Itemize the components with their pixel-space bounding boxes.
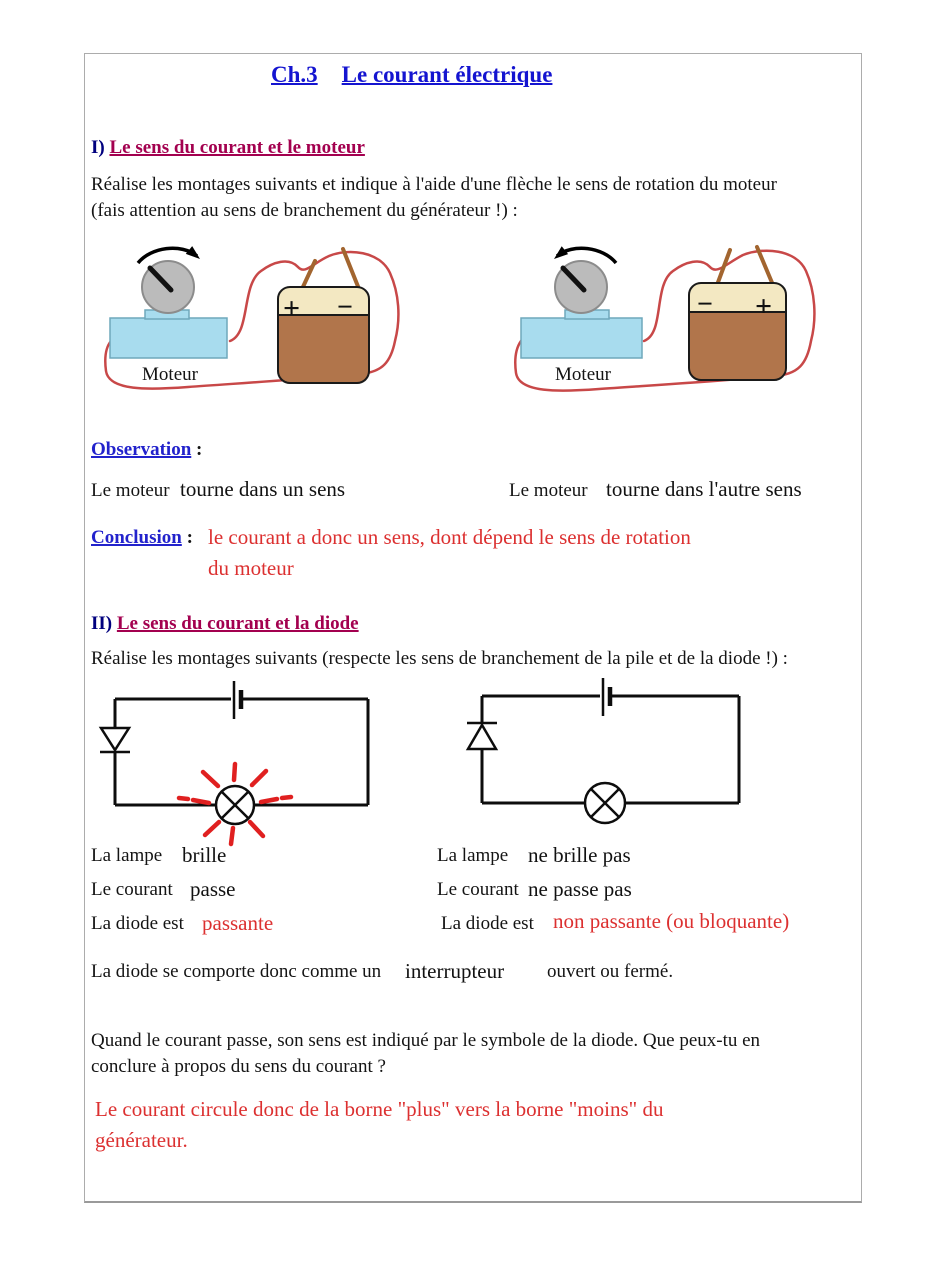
motor-battery-diagram-left [93,223,473,408]
final-answer-line1: Le courant circule donc de la borne "plus" vers la borne "moins" du [95,1097,664,1121]
behave-answer: interrupteur [405,959,505,983]
battery-terminal-wire [717,250,730,285]
conclusion-label: Conclusion [91,527,182,548]
obs-right-answer: tourne dans l'autre sens [606,477,802,501]
diode-right-prefix: La diode est [441,913,534,934]
diode-circuit-diagram-lit [95,676,385,851]
diode-left-answer: passante [202,911,274,935]
battery-icon-left [278,249,369,383]
battery-terminal-wire [343,249,359,289]
section1-intro-line1: Réalise les montages suivants et indique à l'aide d'une flèche le sens de rotation du moteur [91,174,777,195]
section2-intro: Réalise les montages suivants (respecte les sens de branchement de la pile et de la diode !) : [91,648,788,669]
battery-terminal-wire [302,261,315,289]
diode-icon-forward [100,728,130,752]
chapter-title: Le courant électrique [341,62,553,87]
question-line1: Quand le courant passe, son sens est indiqué par le symbole de la diode. Que peux-tu en [91,1030,761,1051]
battery-minus-sign: − [337,292,353,323]
final-answer [95,1094,663,1156]
diode-circuit-diagram-blocked [461,676,751,851]
obs-left-prefix: Le moteur [91,480,170,501]
lamp-right-answer: ne brille pas [528,843,631,867]
obs-right-prefix: Le moteur [509,480,588,501]
section2-numeral: II) [91,613,113,634]
obs-left-answer: tourne dans un sens [180,477,346,501]
battery-minus-sign: − [697,289,713,320]
conclusion-colon: : [181,527,193,548]
section1-intro-line2: (fais attention au sens de branchement du générateur !) : [91,200,518,221]
diode-left-prefix: La diode est [91,913,184,934]
lamp-icon-lit [216,786,254,824]
page-title [271,62,552,88]
section1-numeral: I) [91,137,105,158]
question-paragraph [91,1028,760,1080]
behave-suffix: ouvert ou fermé. [547,961,674,982]
motor-label-left: Moteur [142,364,198,385]
final-answer-line2: générateur. [95,1128,188,1152]
diode-icon-reversed [467,723,497,749]
battery-symbol-icon [603,678,610,716]
conclusion-answer-line2: du moteur [208,556,294,580]
motor-icon [110,261,227,358]
section1-heading [91,137,365,159]
battery-terminal-wire [757,247,773,285]
observation-label: Observation [91,439,192,460]
battery-plus-sign: + [283,292,301,325]
lamp-right-prefix: La lampe [437,845,509,866]
conclusion-answer-line1: le courant a donc un sens, dont dépend le sens de rotation [208,525,691,549]
section2-heading [91,613,359,635]
lamp-left-prefix: La lampe [91,845,163,866]
motor-icon [521,261,642,358]
behave-prefix: La diode se comporte donc comme un [91,961,382,982]
current-right-answer: ne passe pas [528,877,632,901]
current-right-prefix: Le courant [437,879,519,900]
lamp-left-answer: brille [182,843,227,867]
current-left-prefix: Le courant [91,879,173,900]
section2-title: Le sens du courant et la diode [116,613,359,634]
document-page [84,53,862,1203]
battery-plus-sign: + [755,290,773,323]
diode-right-answer: non passante (ou bloquante) [553,909,790,933]
section1-intro [91,172,777,224]
battery-symbol-icon [234,681,241,719]
observation-colon: : [191,439,203,460]
current-left-answer: passe [190,877,236,901]
question-line2: conclure à propos du sens du courant ? [91,1056,386,1077]
battery-icon-right [689,247,786,380]
chapter-number: Ch.3 [271,62,318,87]
section1-title: Le sens du courant et le moteur [109,137,365,158]
observation-heading [91,439,202,461]
motor-battery-diagram-right [501,223,881,408]
conclusion-heading [91,527,193,549]
motor-label-right: Moteur [555,364,611,385]
lamp-icon-off [585,783,625,823]
